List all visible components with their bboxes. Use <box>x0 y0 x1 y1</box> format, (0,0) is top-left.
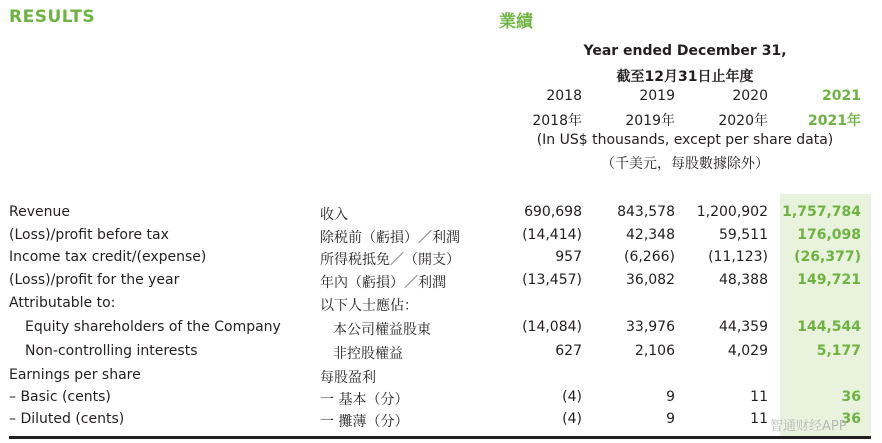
row-label-zh: 年內（虧損）／利潤 <box>320 275 446 291</box>
table-cell: 48,388 <box>719 272 768 288</box>
table-cell: 1,200,902 <box>696 204 768 220</box>
table-cell: 36,082 <box>626 272 675 288</box>
table-cell: 33,976 <box>626 319 675 335</box>
table-cell: 42,348 <box>626 227 675 243</box>
table-cell: (14,084) <box>522 319 582 335</box>
year-2021-zh: 2021年 <box>808 113 861 129</box>
row-label: – Diluted (cents) <box>9 411 125 427</box>
table-cell: 1,757,784 <box>782 204 861 220</box>
table-cell: 44,359 <box>719 319 768 335</box>
table-cell: 9 <box>666 389 675 405</box>
table-cell: 59,511 <box>719 227 768 243</box>
row-label-zh: 以下人士應佔： <box>320 298 418 314</box>
table-cell: (26,377) <box>794 249 861 265</box>
table-cell: 9 <box>666 411 675 427</box>
watermark: 智通财经APP <box>770 419 847 434</box>
row-label-zh: 本公司權益股東 <box>333 322 431 338</box>
table-cell: 11 <box>750 389 768 405</box>
table-cell: 627 <box>555 343 582 359</box>
row-label: Revenue <box>9 204 70 220</box>
row-label: Earnings per share <box>9 367 141 383</box>
section-title-en: RESULTS <box>9 7 96 27</box>
row-label-zh: 一 基本（分） <box>320 392 409 408</box>
table-cell: (13,457) <box>522 272 582 288</box>
table-cell: 36 <box>841 389 861 405</box>
table-cell: 4,029 <box>727 343 768 359</box>
year-2019: 2019 <box>639 88 675 104</box>
row-label: (Loss)/profit before tax <box>9 227 169 243</box>
table-cell: (11,123) <box>708 249 768 265</box>
year-2020: 2020 <box>732 88 768 104</box>
row-label-zh: 每股盈利 <box>320 370 376 386</box>
row-label-zh: 所得税抵免／（開支） <box>320 252 460 268</box>
row-label: Equity shareholders of the Company <box>25 319 281 335</box>
table-cell: (6,266) <box>623 249 675 265</box>
units-note-en: (In US$ thousands, except per share data) <box>536 132 834 148</box>
year-2018: 2018 <box>546 88 582 104</box>
row-label: Attributable to: <box>9 295 116 311</box>
row-label-zh: 除税前（虧損）／利潤 <box>320 230 460 246</box>
row-label: Income tax credit/(expense) <box>9 249 207 265</box>
table-cell: 957 <box>555 249 582 265</box>
row-label-zh: 一 攤薄（分） <box>320 414 409 430</box>
table-cell: (4) <box>562 411 582 427</box>
period-header-zh: 截至12月31日止年度 <box>616 69 754 85</box>
table-cell: (14,414) <box>522 227 582 243</box>
row-label-zh: 收入 <box>320 207 348 223</box>
section-title-zh: 業績 <box>499 12 533 32</box>
year-2021: 2021 <box>822 88 861 104</box>
table-cell: (4) <box>562 389 582 405</box>
table-cell: 2,106 <box>634 343 675 359</box>
year-2018-zh: 2018年 <box>532 113 582 129</box>
year-2019-zh: 2019年 <box>625 113 675 129</box>
table-cell: 843,578 <box>617 204 675 220</box>
table-cell: 5,177 <box>816 343 861 359</box>
table-cell: 149,721 <box>797 272 861 288</box>
period-header-en: Year ended December 31, <box>583 43 787 59</box>
row-label: (Loss)/profit for the year <box>9 272 180 288</box>
units-note-zh: （千美元，每股數據除外） <box>601 156 769 172</box>
table-cell: 11 <box>750 411 768 427</box>
row-label-zh: 非控股權益 <box>333 346 403 362</box>
table-cell: 690,698 <box>524 204 582 220</box>
table-cell: 144,544 <box>797 319 861 335</box>
year-2020-zh: 2020年 <box>718 113 768 129</box>
bottom-rule <box>9 436 871 439</box>
table-cell: 36 <box>841 411 861 427</box>
row-label: Non-controlling interests <box>25 343 198 359</box>
table-cell: 176,098 <box>797 227 861 243</box>
row-label: – Basic (cents) <box>9 389 111 405</box>
